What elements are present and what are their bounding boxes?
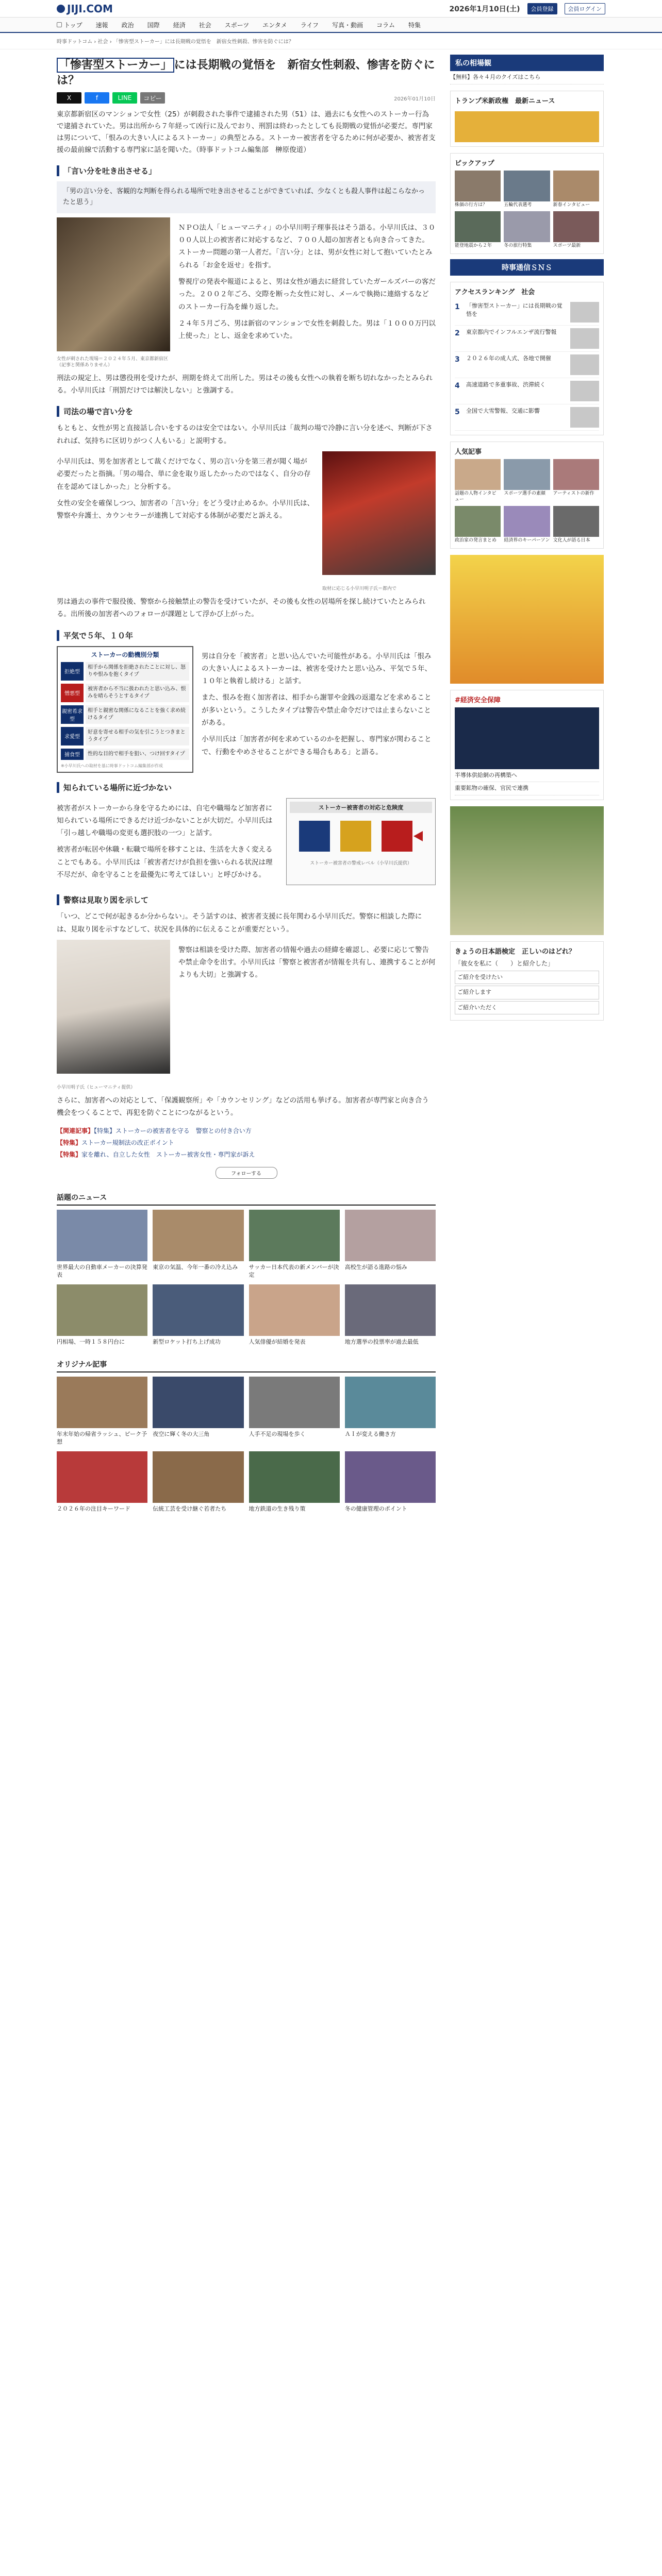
risk-level-low [299, 821, 330, 852]
related-links [57, 1125, 436, 1160]
content-wrap [0, 49, 662, 1513]
nav-item[interactable]: 写真・動画 [332, 21, 363, 29]
news-thumb [57, 1210, 147, 1261]
share-facebook-button[interactable]: f [85, 92, 109, 104]
pickup-title: ピックアップ [455, 159, 494, 167]
quiz-option[interactable]: ご紹介いただく [455, 1001, 599, 1015]
news-card[interactable]: 東京の気温、今年一番の冷え込み [153, 1210, 243, 1279]
article-photo[interactable] [57, 217, 170, 368]
nav-item[interactable]: トップ [57, 21, 82, 29]
pickup-item[interactable]: スポーツ最新 [553, 211, 599, 249]
sns-banner[interactable]: 時事通信ＳＮＳ [450, 259, 604, 276]
people-grid [455, 459, 599, 544]
original-card[interactable]: ＡＩが変える働き方 [345, 1377, 436, 1446]
nav-item[interactable]: 経済 [173, 21, 186, 29]
ranking-box [450, 282, 604, 435]
section-heading: 平気で５年、１０年 [57, 630, 436, 641]
paragraph: さらに、加害者への対応として、「保護観察所」や「カウンセリング」などの活用も挙げる。加害者が専門家と向き合う機会をつくることで、再犯を防ぐことにつながるという。 [57, 1096, 429, 1117]
risk-level-high [382, 821, 412, 852]
nav-item[interactable]: 社会 [198, 21, 211, 29]
figure-title: ストーカー被害者の対応と危険度 [290, 802, 432, 813]
paragraph: 警視庁の発表や報道によると、男は女性が過去に経営していたガールズバーの客だった。２００２年ごろ、交際を断った女性に対し、メールで執拗に連絡するなどのストーカー行為を繰り返した。 [178, 277, 436, 311]
chart-row [61, 727, 189, 745]
ranking-item[interactable]: 3 ２０２６年の成人式、各地で開催 [455, 352, 599, 378]
ranking-item[interactable]: 5 全国で大雪警報、交通に影響 [455, 404, 599, 431]
chart-row [61, 684, 189, 702]
member-register-button[interactable]: 会員登録 [527, 3, 557, 14]
sidebar [450, 49, 604, 1513]
logo-mark-icon [57, 5, 65, 13]
people-item[interactable]: 経済界のキーパーソン [504, 506, 550, 544]
related-link[interactable]: 【特集】家を離れ、自立した女性 ストーカー被害女性・専門家が訴え [57, 1151, 255, 1159]
econ-banner-image[interactable] [455, 707, 599, 769]
nav-item[interactable]: エンタメ [262, 21, 287, 29]
pickup-item[interactable]: 株価の行方は？ [455, 171, 501, 209]
chart-row-text: 被害者から不当に扱われたと思い込み、恨みを晴らそうとするタイプ [86, 684, 189, 702]
paragraph: 刑法の規定上、男は懲役刑を受けたが、刑期を終えて出所した。男はその後も女性への執着を断ち切れなかったとみられる。小早川氏は「刑罰だけでは解決しない」と強調する。 [57, 374, 433, 395]
pickup-grid [455, 171, 599, 249]
paragraph: ２４年５月ごろ、男は新宿のマンションで女性を刺殺した。男は「１０００万円以上使った」とし、返金を求めていた。 [178, 319, 436, 341]
original-card[interactable]: 地方鉄道の生き残り策 [249, 1451, 340, 1513]
chart-title: ストーカーの動機別分類 [91, 651, 159, 658]
econ-link[interactable]: 重要鉱物の確保、官民で連携 [455, 782, 599, 795]
paragraph: 小早川氏は、男を加害者として裁くだけでなく、男の言い分を第三者が聞く場が必要だったと指摘。「男の場合、単に金を取り返したかったのではなく、自分の存在を認めてほしかった」と分析する。 [57, 457, 311, 491]
chart-row-tag: 憎悪型 [61, 684, 84, 702]
people-item[interactable]: 話題の人物インタビュー [455, 459, 501, 503]
quiz-box [450, 941, 604, 1021]
original-card[interactable]: 夜空に輝く冬の大三角 [153, 1377, 243, 1446]
people-item[interactable]: 政治家の発言まとめ [455, 506, 501, 544]
section-3-body [57, 646, 436, 773]
breadcrumb[interactable]: 時事ドットコム › 社会 › 「惨害型ストーカー」には長期戦の覚悟を 新宿女性刺殺、惨害を防ぐには？ [0, 33, 662, 49]
figure-caption: ストーカー被害者の警戒レベル（小早川氏提供） [310, 860, 412, 866]
chart-row [61, 705, 189, 724]
quiz-title: きょうの日本語検定 正しいのはどれ？ [455, 947, 576, 956]
section-2-body [57, 451, 436, 592]
paragraph: ＮＰＯ法人「ヒューマニティ」の小早川明子理事長はそう語る。小早川氏は、３０００人以上の被害者に対応するなど、７００人超の加害者とも向き合ってきた。ストーカー問題の第一人者だ。「言い分」とは、男が女性に対して抱いていたとみられる「お金を返せ」を指す。 [178, 223, 436, 269]
share-x-button[interactable]: X [57, 92, 81, 104]
original-thumb [57, 1451, 147, 1503]
share-line-button[interactable]: LINE [112, 92, 137, 104]
news-thumb [345, 1210, 436, 1261]
paragraph: また、恨みを抱く加害者は、相手から謝罪や金銭の返還などを求めることが多いという。こうしたタイプは警告や禁止命令だけでは止まらないことがある。 [202, 693, 432, 727]
news-card[interactable]: 地方選挙の投票率が過去最低 [345, 1284, 436, 1346]
news-thumb [249, 1210, 340, 1261]
related-link[interactable]: 【関連記事】【特集】ストーカーの被害者を守る 警察との付き合い方 [57, 1127, 252, 1135]
topics-box [450, 91, 604, 147]
news-card[interactable]: 高校生が語る進路の悩み [345, 1210, 436, 1279]
paragraph: 男は自分を「被害者」と思い込んでいた可能性がある。小早川氏は「恨みの大きい人によるストーカーは、被害を受けたと思い込み、平気で５年、１０年と執着し続ける」と話す。 [202, 652, 432, 686]
news-card[interactable]: 人気俳優が結婚を発表 [249, 1284, 340, 1346]
nav-item[interactable]: 速報 [95, 21, 108, 29]
original-thumb [153, 1451, 243, 1503]
article-title: 「惨害型ストーカー」 には長期戦の覚悟を 新宿女性刺殺、惨害を防ぐには？ [57, 59, 435, 87]
people-title: 人気記事 [455, 448, 482, 456]
pull-quote: 「男の言い分を、客観的な判断を得られる場所で吐き出させることができていれば、少なくとも殺人事件は起こらなかったと思う」 [57, 181, 436, 213]
original-thumb [249, 1451, 340, 1503]
chart-row-tag: 親密希求型 [61, 705, 84, 724]
chart-source: ※小早川氏への取材を基に時事ドットコム編集部が作成 [61, 763, 163, 768]
chart-row-text: 相手と親密な関係になることを強く求め続けるタイプ [86, 705, 189, 724]
original-card[interactable]: 人手不足の現場を歩く [249, 1377, 340, 1446]
section-heading: 「言い分を吐き出させる」 [57, 165, 436, 176]
nav-item[interactable]: 国際 [147, 21, 160, 29]
news-thumb [153, 1210, 243, 1261]
chart-row-text: 性的な目的で相手を狙い、つけ回すタイプ [86, 749, 189, 760]
risk-arrow-head [413, 831, 423, 841]
photo-caption: 小早川明子氏（ヒューマニティ提供） [57, 1085, 136, 1091]
original-grid [57, 1377, 436, 1513]
chart-row [61, 749, 189, 760]
original-section-title: オリジナル記事 [57, 1359, 436, 1372]
risk-figure[interactable] [286, 798, 436, 886]
chart-row [61, 662, 189, 681]
paragraph: 被害者が転居や休職・転職で場所を移すことは、生活を大きく変えることでもある。小早川氏は「被害者だけが負担を強いられる状況は理不尽だが、命を守ることを最優先に考えてほしい」と呼びかける。 [57, 845, 273, 879]
news-card[interactable]: 新型ロケット打ち上げ成功 [153, 1284, 243, 1346]
share-bar [57, 92, 436, 104]
home-icon [57, 22, 62, 27]
pickup-item[interactable]: 新春インタビュー [553, 171, 599, 209]
interviewee-photo[interactable] [322, 451, 436, 592]
nav-item[interactable]: コラム [376, 21, 395, 29]
chart-row-tag: 捕食型 [61, 749, 84, 760]
quiz-question: 「彼女を私に（ ）と紹介した」 [455, 959, 554, 967]
section-heading: 司法の場で言い分を [57, 406, 436, 417]
chart-row-text: 相手から関係を拒絶されたことに対し、怒りや恨みを抱くタイプ [86, 662, 189, 681]
section-1-body [57, 217, 436, 368]
article-lead: 東京都新宿区のマンションで女性（25）が刺殺された事件で逮捕された男（51）は、過去にも女性へのストーカー行為で逮捕されていた。男は出所から７年経って凶行に及んでおり、刑罰は終わったとしても長期戦の覚悟が必要だ。専門家は男について、「恨みの大きい人によるストーカー」の典型とみる。ストーカー被害者を守るために何が必要か、被害者支援の最前線で活動する専門家に話を聞いた。（時事ドットコム編集部 榊原俊道） [57, 110, 436, 155]
quiz-link[interactable]: 【無料】各々４月のクイズはこちら [450, 71, 604, 84]
login-button[interactable]: 会員ログイン [565, 3, 605, 14]
photo-caption: 女性が刺された現場＝２０２４年５月、東京都新宿区（記事と関係ありません） [57, 356, 169, 368]
ranking-title: アクセスランキング 社会 [455, 288, 535, 296]
original-card[interactable]: 年末年始の帰省ラッシュ、ピーク予想 [57, 1377, 147, 1446]
news-card[interactable]: 円相場、一時１５８円台に [57, 1284, 147, 1346]
people-item[interactable]: スポーツ選手の素顔 [504, 459, 550, 503]
pickup-item[interactable]: 能登地震から２年 [455, 211, 501, 249]
chart-row-text: 好意を寄せる相手の気を引こうとつきまとうタイプ [86, 727, 189, 745]
ranking-item[interactable]: 2 東京都内でインフルエンザ流行警報 [455, 326, 599, 352]
nav-item[interactable]: 政治 [121, 21, 134, 29]
news-section-title: 話題のニュース [57, 1192, 436, 1206]
risk-arrow-graphic [290, 813, 432, 859]
risk-level-mid [340, 821, 371, 852]
article-main [57, 49, 436, 1513]
topics-title: トランプ米新政権 最新ニュース [455, 97, 555, 105]
topics-banner-image[interactable] [455, 111, 599, 142]
header-date: 2026年1月10日(土) [449, 5, 520, 13]
paragraph: 警察は相談を受けた際、加害者の情報や過去の経緯を確認し、必要に応じて警告や禁止命令を出す。小早川氏は「警察と被害者が情報を共有し、連携することが何よりも大切」と強調する。 [178, 945, 436, 979]
follow-button[interactable]: フォローする [216, 1167, 277, 1179]
expert-photo[interactable] [57, 940, 170, 1091]
paragraph: 小早川氏は「加害者が何を求めているのかを把握し、専門家が関わることで、行動をやめさせることができる場合もある」と語る。 [202, 735, 432, 756]
paragraph: 男は過去の事件で服役後、警察から接触禁止の警告を受けていたが、その後も女性の居場所を探し続けていたとみられる。出所後の加害者へのフォローが課題として浮かび上がった。 [57, 597, 426, 619]
copy-link-button[interactable]: コピー [140, 92, 165, 104]
pickup-item[interactable]: 冬の旅行特集 [504, 211, 550, 249]
section-heading: 警察は見取り図を示して [57, 894, 436, 905]
people-item[interactable]: 文化人が語る日本 [553, 506, 599, 544]
nav-item[interactable]: スポーツ [224, 21, 250, 29]
news-card[interactable]: 世界最大の自動車メーカーの決算発表 [57, 1210, 147, 1279]
original-thumb [249, 1377, 340, 1428]
paragraph: もともと、女性が男と直接話し合いをするのは安全ではない。小早川氏は「裁判の場で冷静に言い分を述べ、判断が下されれば、気持ちに区切りがつく人もいる」と説明する。 [57, 424, 433, 445]
original-thumb [345, 1377, 436, 1428]
stalker-type-chart[interactable] [57, 646, 193, 773]
advertisement[interactable] [450, 806, 604, 935]
ranking-item[interactable]: 4 高速道路で多重事故、渋滞続く [455, 378, 599, 404]
section-4-body [57, 798, 436, 886]
top-bar [0, 0, 662, 18]
quiz-option[interactable]: ご紹介を受けたい [455, 971, 599, 985]
chart-row-tag: 拒絶型 [61, 662, 84, 681]
risk-arrow-svg [294, 816, 428, 857]
related-link[interactable]: 【特集】ストーカー規制法の改正ポイント [57, 1139, 174, 1147]
original-card[interactable]: 冬の健康管理のポイント [345, 1451, 436, 1513]
econ-security-box [450, 690, 604, 800]
publish-date: 2026年01月10日 [394, 96, 436, 102]
advertisement[interactable] [450, 555, 604, 684]
people-item[interactable]: アーティストの新作 [553, 459, 599, 503]
pickup-box [450, 153, 604, 254]
paragraph: 被害者がストーカーから身を守るためには、自宅や職場など加害者に知られている場所にできるだけ近づかないことが大切だ。小早川氏は「引っ越しや職場の変更も選択肢の一つ」と話す。 [57, 804, 273, 838]
people-box [450, 442, 604, 549]
original-thumb [345, 1451, 436, 1503]
ranking-item[interactable]: 1 「惨害型ストーカー」には長期戦の覚悟を [455, 299, 599, 326]
nav-item[interactable]: ライフ [300, 21, 319, 29]
section-heading: 知られている場所に近づかない [57, 782, 436, 793]
global-nav [0, 18, 662, 33]
site-logo[interactable]: JIJI.COM [57, 3, 113, 15]
news-thumb [249, 1284, 340, 1336]
original-thumb [153, 1377, 243, 1428]
news-thumb [153, 1284, 243, 1336]
paragraph: 女性の安全を確保しつつ、加害者の「言い分」をどう受け止めるか。小早川氏は、警察や弁護士、カウンセラーが連携して対応する体制が必要だと訴える。 [57, 499, 314, 520]
news-card[interactable]: サッカー日本代表の新メンバーが決定 [249, 1210, 340, 1279]
paragraph: 「いつ、どこで何が起きるか分からない」。そう話すのは、被害者支援に長年関わる小早川氏だ。警察に相談した際には、見取り図を示すなどして、状況を具体的に伝えることが重要だという。 [57, 912, 422, 934]
quiz-option[interactable]: ご紹介します [455, 986, 599, 999]
news-thumb [57, 1284, 147, 1336]
pickup-item[interactable]: 五輪代表選考 [504, 171, 550, 209]
original-card[interactable]: ２０２６年の注目キーワード [57, 1451, 147, 1513]
photo-caption: 取材に応じる小早川明子氏＝都内で [322, 586, 397, 592]
nav-item[interactable]: 特集 [408, 21, 421, 29]
news-grid [57, 1210, 436, 1346]
econ-link[interactable]: 半導体供給網の再構築へ [455, 769, 599, 783]
chart-row-tag: 求愛型 [61, 727, 84, 745]
original-thumb [57, 1377, 147, 1428]
econ-title: #経済安全保障 [455, 696, 501, 704]
section-5-body [57, 940, 436, 1091]
market-view-banner[interactable]: 私の相場観 [450, 55, 604, 71]
news-thumb [345, 1284, 436, 1336]
original-card[interactable]: 伝統工芸を受け継ぐ若者たち [153, 1451, 243, 1513]
